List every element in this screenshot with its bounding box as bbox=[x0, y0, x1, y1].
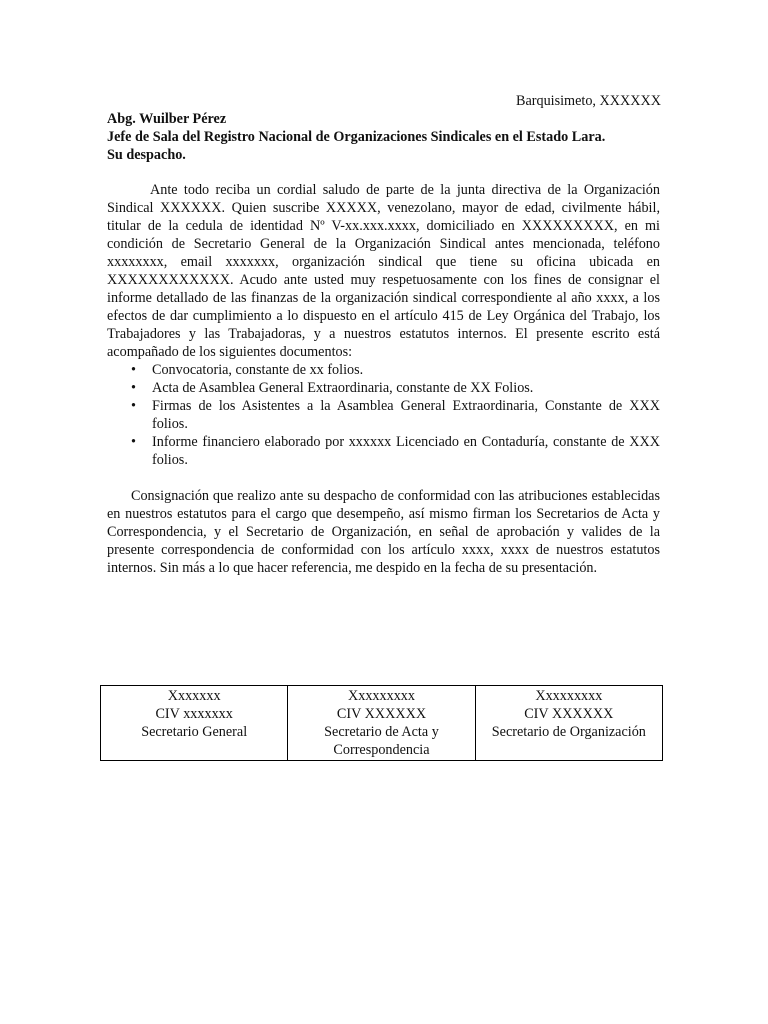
body-paragraph-closing: Consignación que realizo ante su despacho de conformidad con las atribuciones establecidas en nuestros estatutos para el cargo que desempeño, así mismo firman los Secretarios de Acta y Correspondencia, y el Secretario de Organización, en señal de aprobación y valides de la presente correspondencia de conformidad con los artículo xxxx, xxxx de nuestros estatutos internos. Sin más a lo que hacer referencia, me despido en la fecha de su presentación. bbox=[107, 488, 660, 576]
bullet-icon: • bbox=[131, 380, 136, 396]
signer-name: Xxxxxxxxx bbox=[347, 688, 415, 704]
signer-name: Xxxxxxxxx bbox=[535, 688, 603, 704]
list-item-text: Informe financiero elaborado por xxxxxx Licenciado en Contaduría, constante de XXX folios. bbox=[152, 434, 660, 468]
signer-civ: CIV XXXXXX bbox=[336, 706, 427, 722]
signature-cell-organizacion bbox=[475, 686, 662, 761]
bullet-icon: • bbox=[131, 434, 136, 450]
bullet-icon: • bbox=[131, 362, 136, 378]
body-paragraph-intro: Ante todo reciba un cordial saludo de parte de la junta directiva de la Organización Sindical XXXXXX. Quien suscribe XXXXX, venezolano, mayor de edad, civilmente hábil, titular de la cedula de identidad Nº V-xx.xxx.xxxx, domiciliado en XXXXXXXXX, en mi condición de Secretario General de la Organización Sindical antes mencionada, teléfono xxxxxxxx, email xxxxxxx, organización sindical que tiene su oficina ubicada en XXXXXXXXXXXX. Acudo ante usted muy respetuosamente con los fines de consignar el informe detallado de las finanzas de la organización sindical correspondiente al año xxxx, a los efectos de dar cumplimiento a lo dispuesto en el artículo 415 de Ley Orgánica del Trabajo, los Trabajadores y las Trabajadoras, y a nuestros estatutos internos. El presente escrito está acompañado de los siguientes documentos: bbox=[107, 182, 660, 360]
recipient-title: Jefe de Sala del Registro Nacional de Organizaciones Sindicales en el Estado Lara. bbox=[107, 129, 606, 145]
recipient-block bbox=[107, 110, 667, 164]
list-item-text: Convocatoria, constante de xx folios. bbox=[152, 362, 364, 378]
signer-name: Xxxxxxx bbox=[167, 688, 221, 704]
list-item-text: Firmas de los Asistentes a la Asamblea General Extraordinaria, Constante de XXX folios. bbox=[152, 398, 660, 432]
signer-role: Secretario de Acta y Correspondencia bbox=[324, 724, 439, 758]
signer-role: Secretario de Organización bbox=[491, 724, 646, 740]
letter-body bbox=[107, 181, 660, 577]
signature-cell-acta bbox=[288, 686, 475, 761]
signature-cell-general bbox=[101, 686, 288, 761]
documents-list bbox=[107, 361, 660, 469]
signer-civ: CIV XXXXXX bbox=[524, 706, 614, 722]
list-item-text: Acta de Asamblea General Extraordinaria, constante de XX Folios. bbox=[152, 380, 534, 396]
signature-table bbox=[100, 685, 663, 761]
list-item bbox=[107, 361, 660, 379]
place-date: Barquisimeto, XXXXXX bbox=[515, 93, 661, 109]
list-item bbox=[107, 379, 660, 397]
signer-civ: CIV xxxxxxx bbox=[155, 706, 233, 722]
signer-role: Secretario General bbox=[141, 724, 248, 740]
recipient-name: Abg. Wuilber Pérez bbox=[107, 111, 227, 127]
recipient-greeting: Su despacho. bbox=[107, 147, 186, 163]
list-item bbox=[107, 397, 660, 433]
list-item bbox=[107, 433, 660, 469]
bullet-icon: • bbox=[131, 398, 136, 414]
